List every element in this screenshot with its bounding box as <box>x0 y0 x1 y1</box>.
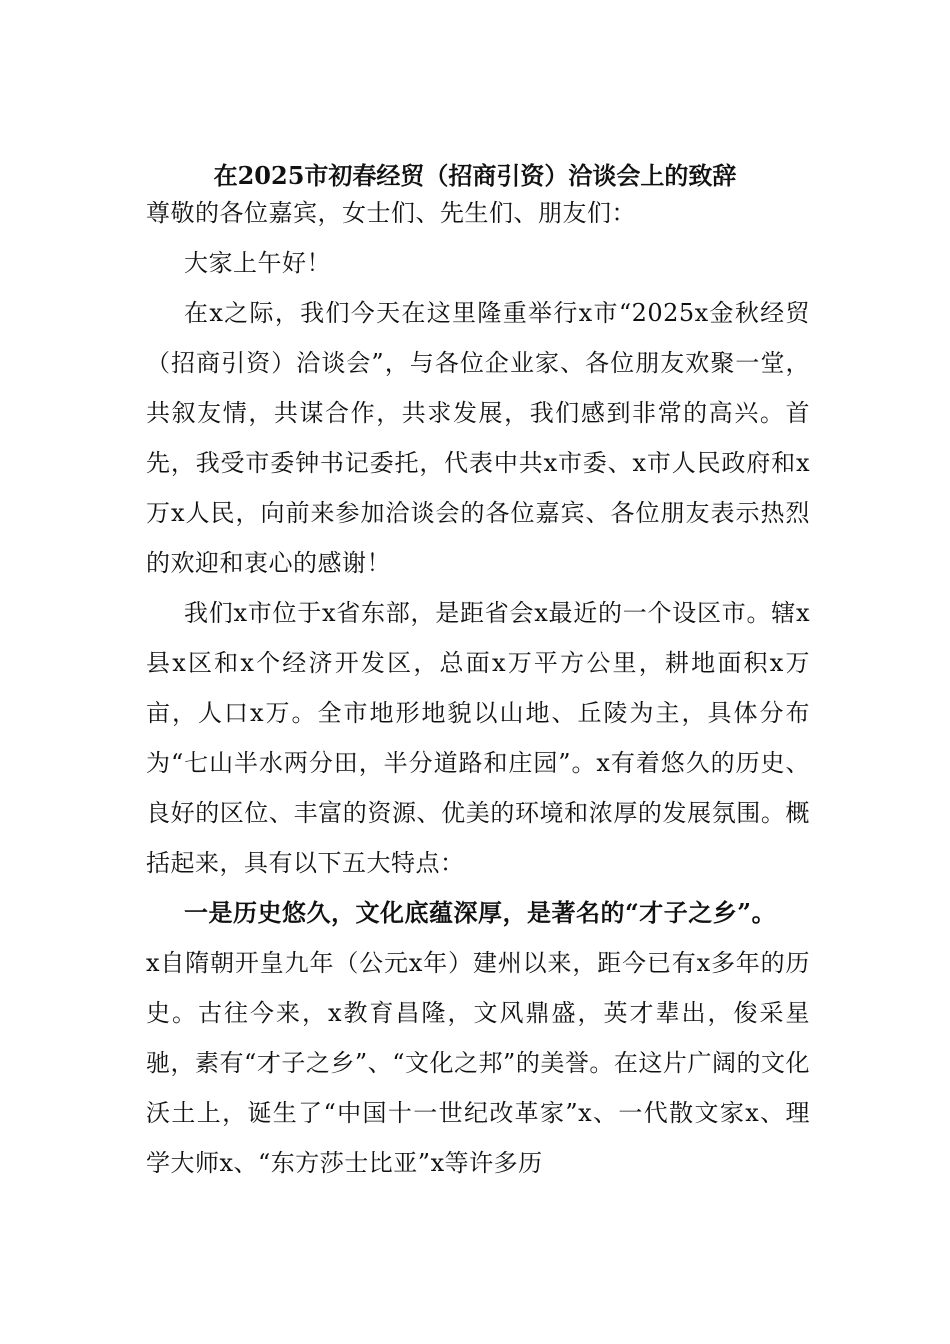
document-title: 在2025市初春经贸（招商引资）洽谈会上的致辞 <box>213 161 737 190</box>
paragraph-city-overview: 我们x市位于x省东部，是距省会x最近的一个设区市。辖x县x区和x个经济开发区，总面x万平方公里，耕地面积x万亩，人口x万。全市地形地貌以山地、丘陵为主，具体分布为“七山半水两分田，半分道路和庄园”。x有着悠久的历史、良好的区位、丰富的资源、优美的环境和浓厚的发展氛围。概括起来，具有以下五大特点： <box>146 599 810 877</box>
document-body <box>146 188 810 1188</box>
section-heading-history: 一是历史悠久，文化底蕴深厚，是著名的“才子之乡”。 <box>184 898 777 927</box>
paragraph-opening: 在x之际，我们今天在这里隆重举行x市“2025x金秋经贸（招商引资）洽谈会”，与各位企业家、各位朋友欢聚一堂，共叙友情，共谋合作，共求发展，我们感到非常的高兴。首先，我受市委钟书记委托，代表中共x市委、x市人民政府和x万x人民，向前来参加洽谈会的各位嘉宾、各位朋友表示热烈的欢迎和衷心的感谢！ <box>146 299 810 577</box>
salutation: 尊敬的各位嘉宾，女士们、先生们、朋友们： <box>146 199 636 227</box>
paragraph-history: x自隋朝开皇九年（公元x年）建州以来，距今已有x多年的历史。古往今来，x教育昌隆，文风鼎盛，英才辈出，俊采星驰，素有“才子之乡”、“文化之邦”的美誉。在这片广阔的文化沃土上，诞生了“中国十一世纪改革家”x、一代散文家x、理学大师x、“东方莎士比亚”x等许多历 <box>146 949 810 1177</box>
greeting: 大家上午好！ <box>184 249 331 277</box>
